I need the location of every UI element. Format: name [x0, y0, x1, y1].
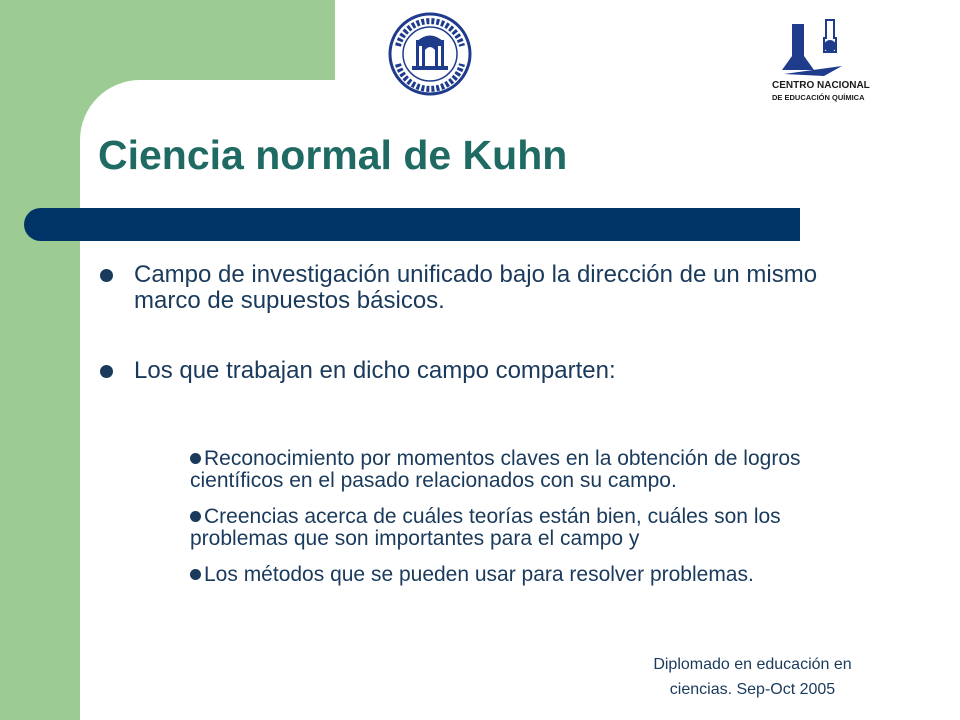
centro-nacional-logo	[770, 14, 880, 104]
footer-line-2: ciencias. Sep-Oct 2005	[669, 681, 836, 698]
educacion-quimica-text: DE EDUCACIÓN QUÍMICA	[772, 93, 865, 102]
fundacion-logo	[388, 12, 472, 96]
bullet-text: Campo de investigación unificado bajo la dirección de un mismo marco de supuestos básicos.	[134, 261, 818, 314]
bullet-item	[100, 262, 860, 314]
bullet-dot-icon	[100, 365, 113, 378]
sub-bullet-dot-icon	[190, 569, 201, 580]
centro-nacional-text: CENTRO NACIONAL	[772, 80, 870, 91]
sub-bullet-dot-icon	[190, 511, 201, 522]
title-underline-bar	[24, 208, 800, 241]
sub-bullet-dot-icon	[190, 453, 201, 464]
sub-bullet-item	[190, 448, 870, 492]
bullet-dot-icon	[100, 269, 113, 282]
bullet-item	[100, 358, 860, 384]
footer-line-1: Diplomado en educación en	[653, 656, 852, 673]
sub-bullet-text: Creencias acerca de cuáles teorías están bien, cuáles son los problemas que son importantes para el campo y	[190, 505, 781, 550]
sub-bullet-item	[190, 506, 870, 550]
sub-bullet-item	[190, 564, 870, 586]
sub-bullet-text: Los métodos que se pueden usar para resolver problemas.	[204, 563, 754, 586]
main-bullet-list	[100, 262, 860, 424]
sub-bullet-list	[190, 448, 870, 600]
bullet-text: Los que trabajan en dicho campo comparten:	[134, 357, 616, 384]
sub-bullet-text: Reconocimiento por momentos claves en la obtención de logros científicos en el pasado relacionados con su campo.	[190, 447, 801, 492]
slide-title: Ciencia normal de Kuhn	[98, 132, 568, 178]
footer-note	[630, 652, 875, 702]
